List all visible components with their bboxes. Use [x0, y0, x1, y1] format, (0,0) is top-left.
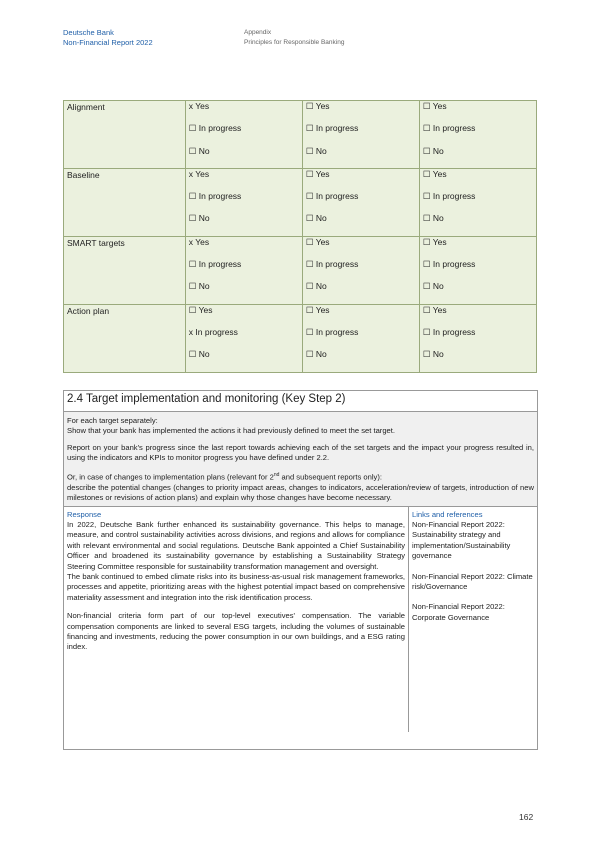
- reference-link[interactable]: Non-Financial Report 2022: Sustainability strategy and implementation/Sustainability governance: [412, 519, 511, 561]
- status-checkbox-option[interactable]: ☐ Yes: [422, 304, 447, 315]
- company-name: Deutsche Bank: [63, 28, 114, 37]
- status-checkbox-option[interactable]: ☐ Yes: [305, 168, 330, 179]
- status-checkbox-option[interactable]: ☐ In progress: [305, 191, 359, 202]
- status-checkbox-option[interactable]: ☐ No: [422, 281, 444, 292]
- status-checkbox-option[interactable]: ☐ Yes: [305, 101, 330, 111]
- status-checkbox-option[interactable]: ☐ In progress: [188, 259, 242, 270]
- status-option-cell: [185, 168, 302, 236]
- status-row: [64, 168, 537, 236]
- links-label: Links and references: [412, 509, 483, 519]
- status-row-label: SMART targets: [64, 236, 186, 304]
- response-area: [64, 507, 537, 732]
- status-option-cell: [302, 168, 419, 236]
- section-label: Appendix: [244, 29, 272, 36]
- status-table: [63, 100, 537, 373]
- status-checkbox-option[interactable]: ☐ In progress: [188, 123, 242, 134]
- status-checkbox-option[interactable]: ☐ Yes: [422, 101, 447, 111]
- status-row: [64, 101, 537, 169]
- status-checkbox-option[interactable]: ☐ Yes: [422, 236, 447, 247]
- changes-heading: Or, in case of changes to implementation plans (relevant for 2nd and subsequent reports only):: [67, 472, 382, 482]
- status-option-cell: [185, 236, 302, 304]
- status-checkbox-option[interactable]: ☐ In progress: [422, 326, 476, 337]
- status-checkbox-option[interactable]: ☐ In progress: [305, 326, 359, 337]
- status-checkbox-option[interactable]: ☐ No: [305, 349, 327, 360]
- status-checkbox-option[interactable]: x Yes: [188, 101, 210, 111]
- status-checkbox-option[interactable]: x Yes: [188, 168, 210, 179]
- status-checkbox-option[interactable]: ☐ No: [422, 145, 444, 156]
- response-paragraph: In 2022, Deutsche Bank further enhanced its sustainability governance. This helps to manage, measure, and control sustainability activities across divisions, and regions and allows for compliance with relevant environmental and social regulations. Deutsche Bank appointed a Chief Sustainability Officer and broadened its sustainability governance by establishing a Sustainability Strategy Steering Committee responsible for sustainability transformation management and oversight.: [67, 519, 405, 571]
- section-header: [244, 28, 344, 47]
- status-checkbox-option[interactable]: ☐ In progress: [422, 123, 476, 134]
- section-title: 2.4 Target implementation and monitoring (Key Step 2): [64, 391, 537, 412]
- status-checkbox-option[interactable]: ☐ No: [305, 145, 327, 156]
- status-option-cell: [419, 168, 536, 236]
- status-option-cell: [185, 101, 302, 169]
- response-label: Response: [67, 509, 102, 519]
- status-checkbox-option[interactable]: ☐ No: [188, 213, 210, 224]
- progress-text: Report on your bank's progress since the last report towards achieving each of the set targets and the impact your progress resulted in, using the indicators and KPIs to monitor progress you have defined under 2.2.: [67, 443, 534, 462]
- status-option-cell: [302, 236, 419, 304]
- status-row: [64, 236, 537, 304]
- status-checkbox-option[interactable]: ☐ No: [422, 349, 444, 360]
- status-row-label: Baseline: [64, 168, 186, 236]
- response-paragraph: The bank continued to embed climate risks into its business-as-usual risk management frameworks, processes and appetite, prioritizing areas with the highest potential impact based on comprehensive materiality assessment and integration into the risk identification process.: [67, 571, 405, 602]
- status-checkbox-option[interactable]: ☐ No: [305, 213, 327, 224]
- response-paragraph: Non-financial criteria form part of our top-level executives' compensation. The variable compensation components are linked to several ESG targets, including the volumes of sustainable financing and investments, reducing the power consumption in our own buildings, and a ESG rating index.: [67, 611, 405, 652]
- status-checkbox-option[interactable]: ☐ No: [422, 213, 444, 224]
- status-row: [64, 304, 537, 372]
- status-checkbox-option[interactable]: ☐ Yes: [305, 236, 330, 247]
- status-option-cell: [302, 101, 419, 169]
- page-number: 162: [519, 812, 534, 822]
- report-name: Non-Financial Report 2022: [63, 37, 153, 47]
- subsection-label: Principles for Responsible Banking: [244, 38, 345, 46]
- status-option-cell: [419, 101, 536, 169]
- status-checkbox-option[interactable]: ☐ No: [188, 349, 210, 360]
- status-option-cell: [302, 304, 419, 372]
- section-instructions: [64, 412, 537, 507]
- status-checkbox-option[interactable]: ☐ In progress: [422, 191, 476, 202]
- status-checkbox-option[interactable]: ☐ Yes: [422, 168, 447, 179]
- status-row-label: Action plan: [64, 304, 186, 372]
- status-checkbox-option[interactable]: ☐ In progress: [305, 123, 359, 134]
- status-checkbox-option[interactable]: ☐ In progress: [188, 191, 242, 202]
- status-option-cell: [185, 304, 302, 372]
- status-checkbox-option[interactable]: ☐ No: [188, 281, 210, 292]
- status-option-cell: [419, 304, 536, 372]
- each-target-heading: For each target separately:: [67, 416, 158, 425]
- status-option-cell: [419, 236, 536, 304]
- status-checkbox-option[interactable]: x Yes: [188, 236, 210, 247]
- document-header: [63, 28, 153, 47]
- changes-text: describe the potential changes (changes to priority impact areas, changes to indicators, acceleration/review of targets, introduction of new milestones or revisions of action plans) and explain why those changes have become necessary.: [67, 482, 534, 502]
- target-implementation-section: [63, 390, 538, 750]
- links-column: [409, 507, 537, 732]
- each-target-text: Show that your bank has implemented the actions it had previously defined to meet the set target.: [67, 426, 395, 435]
- status-checkbox-option[interactable]: ☐ Yes: [305, 304, 330, 315]
- status-checkbox-option[interactable]: x In progress: [188, 326, 238, 337]
- response-column: [64, 507, 409, 732]
- status-row-label: Alignment: [64, 101, 186, 169]
- status-checkbox-option[interactable]: ☐ No: [188, 145, 210, 156]
- status-checkbox-option[interactable]: ☐ No: [305, 281, 327, 292]
- reference-link[interactable]: Non-Financial Report 2022: Corporate Governance: [412, 602, 505, 622]
- status-checkbox-option[interactable]: ☐ In progress: [422, 259, 476, 270]
- reference-link[interactable]: Non-Financial Report 2022: Climate risk/Governance: [412, 571, 533, 591]
- status-checkbox-option[interactable]: ☐ Yes: [188, 304, 213, 315]
- status-checkbox-option[interactable]: ☐ In progress: [305, 259, 359, 270]
